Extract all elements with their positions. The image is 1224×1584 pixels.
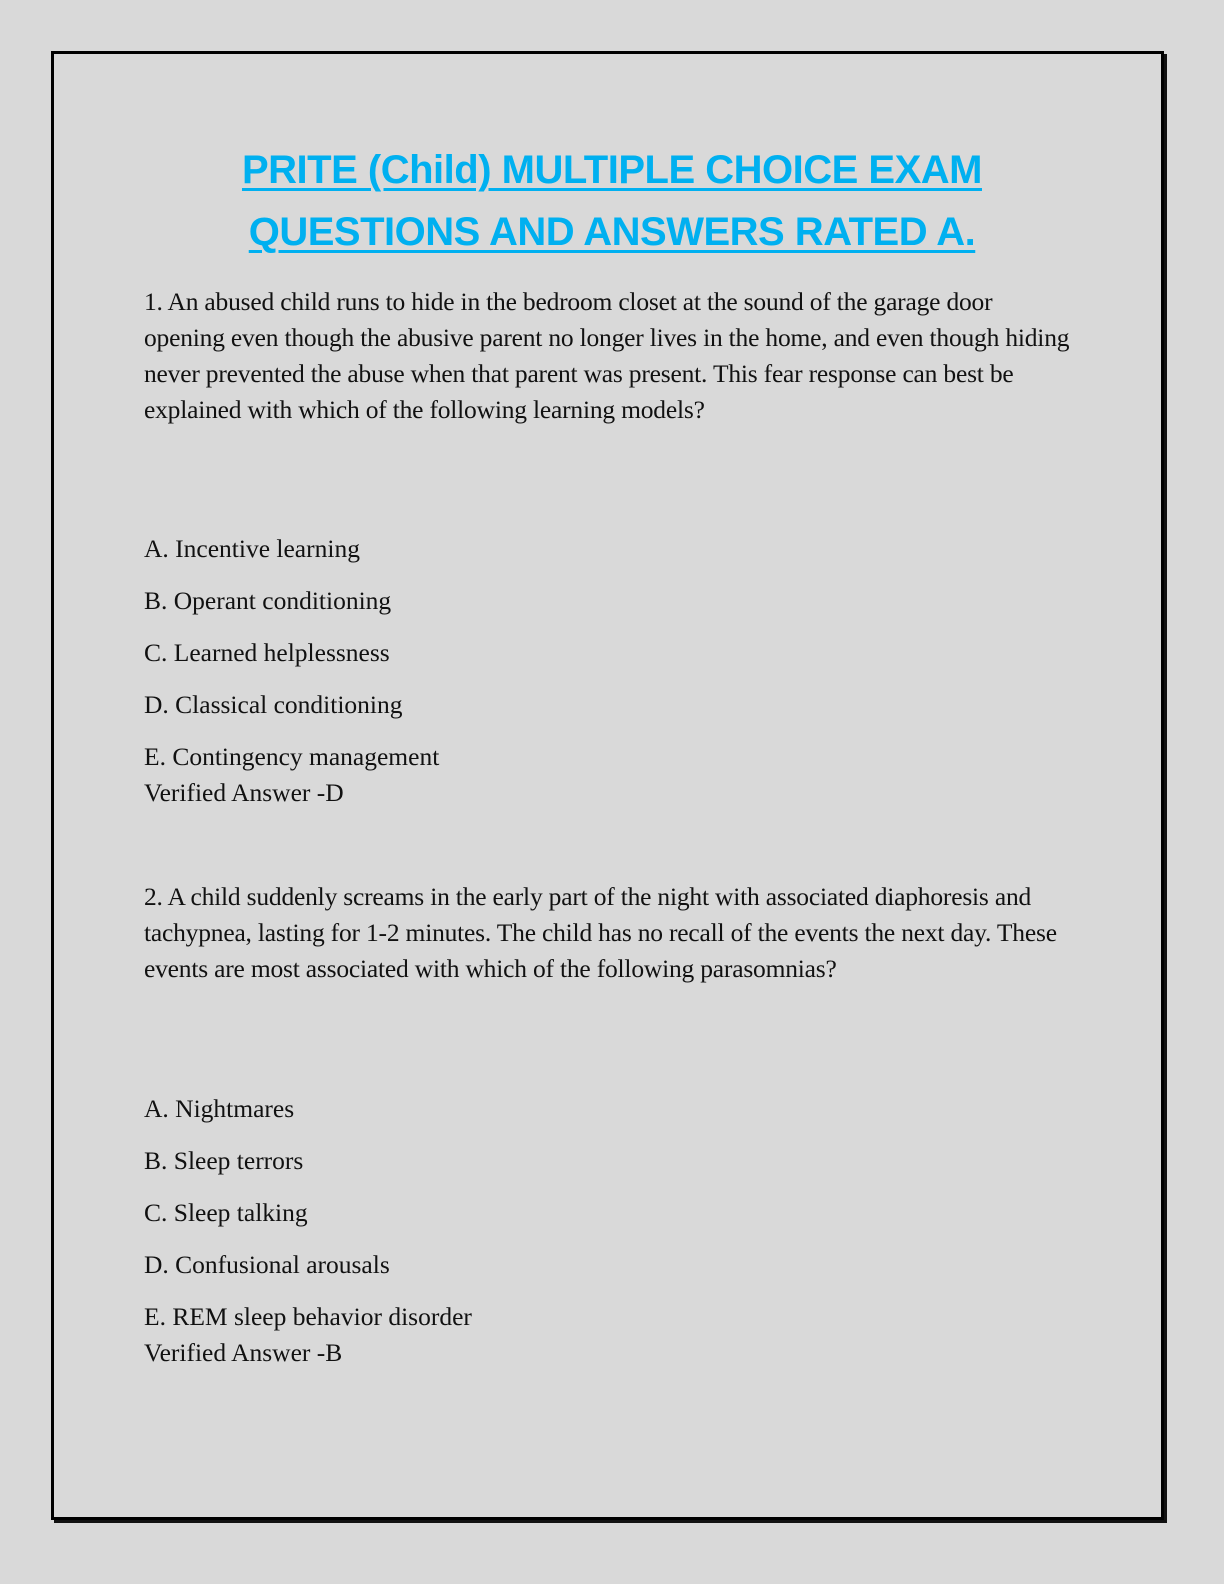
question-1-option-e: E. Contingency management xyxy=(144,742,440,771)
title-text-1: PRITE (Child) MULTIPLE CHOICE EXAM xyxy=(241,148,982,192)
question-2-answer: Verified Answer -B xyxy=(144,1338,343,1367)
question-2-options xyxy=(144,1091,472,1371)
question-1-option-d: D. Classical conditioning xyxy=(144,690,403,719)
question-2-option-a: A. Nightmares xyxy=(144,1094,295,1123)
question-1-text: 1. An abused child runs to hide in the bedroom closet at the sound of the garage door opening even though the abusive parent no longer lives in the home, and even though hiding never prevented the abuse when that parent was present. This fear response can best be explained with which of the following learning models? xyxy=(144,287,1070,424)
question-1-options xyxy=(144,531,439,811)
document-title-line-2 xyxy=(0,210,1224,255)
question-2-option-c: C. Sleep talking xyxy=(144,1198,308,1227)
title-text-2: QUESTIONS AND ANSWERS RATED A. xyxy=(248,210,976,254)
question-1-answer: Verified Answer -D xyxy=(144,778,344,807)
question-1-option-c: C. Learned helplessness xyxy=(144,638,390,667)
question-2-option-e: E. REM sleep behavior disorder xyxy=(144,1302,472,1331)
question-1-option-a: A. Incentive learning xyxy=(144,534,360,563)
question-2-option-b: B. Sleep terrors xyxy=(144,1146,304,1175)
question-1-option-b: B. Operant conditioning xyxy=(144,586,392,615)
document-title-line-1 xyxy=(0,148,1224,193)
question-2-option-d: D. Confusional arousals xyxy=(144,1250,390,1279)
question-2-text: 2. A child suddenly screams in the early part of the night with associated diaphoresis and tachypnea, lasting for 1-2 minutes. The child has no recall of the events the next day. These events are most associated with which of the following parasomnias? xyxy=(144,882,1057,983)
